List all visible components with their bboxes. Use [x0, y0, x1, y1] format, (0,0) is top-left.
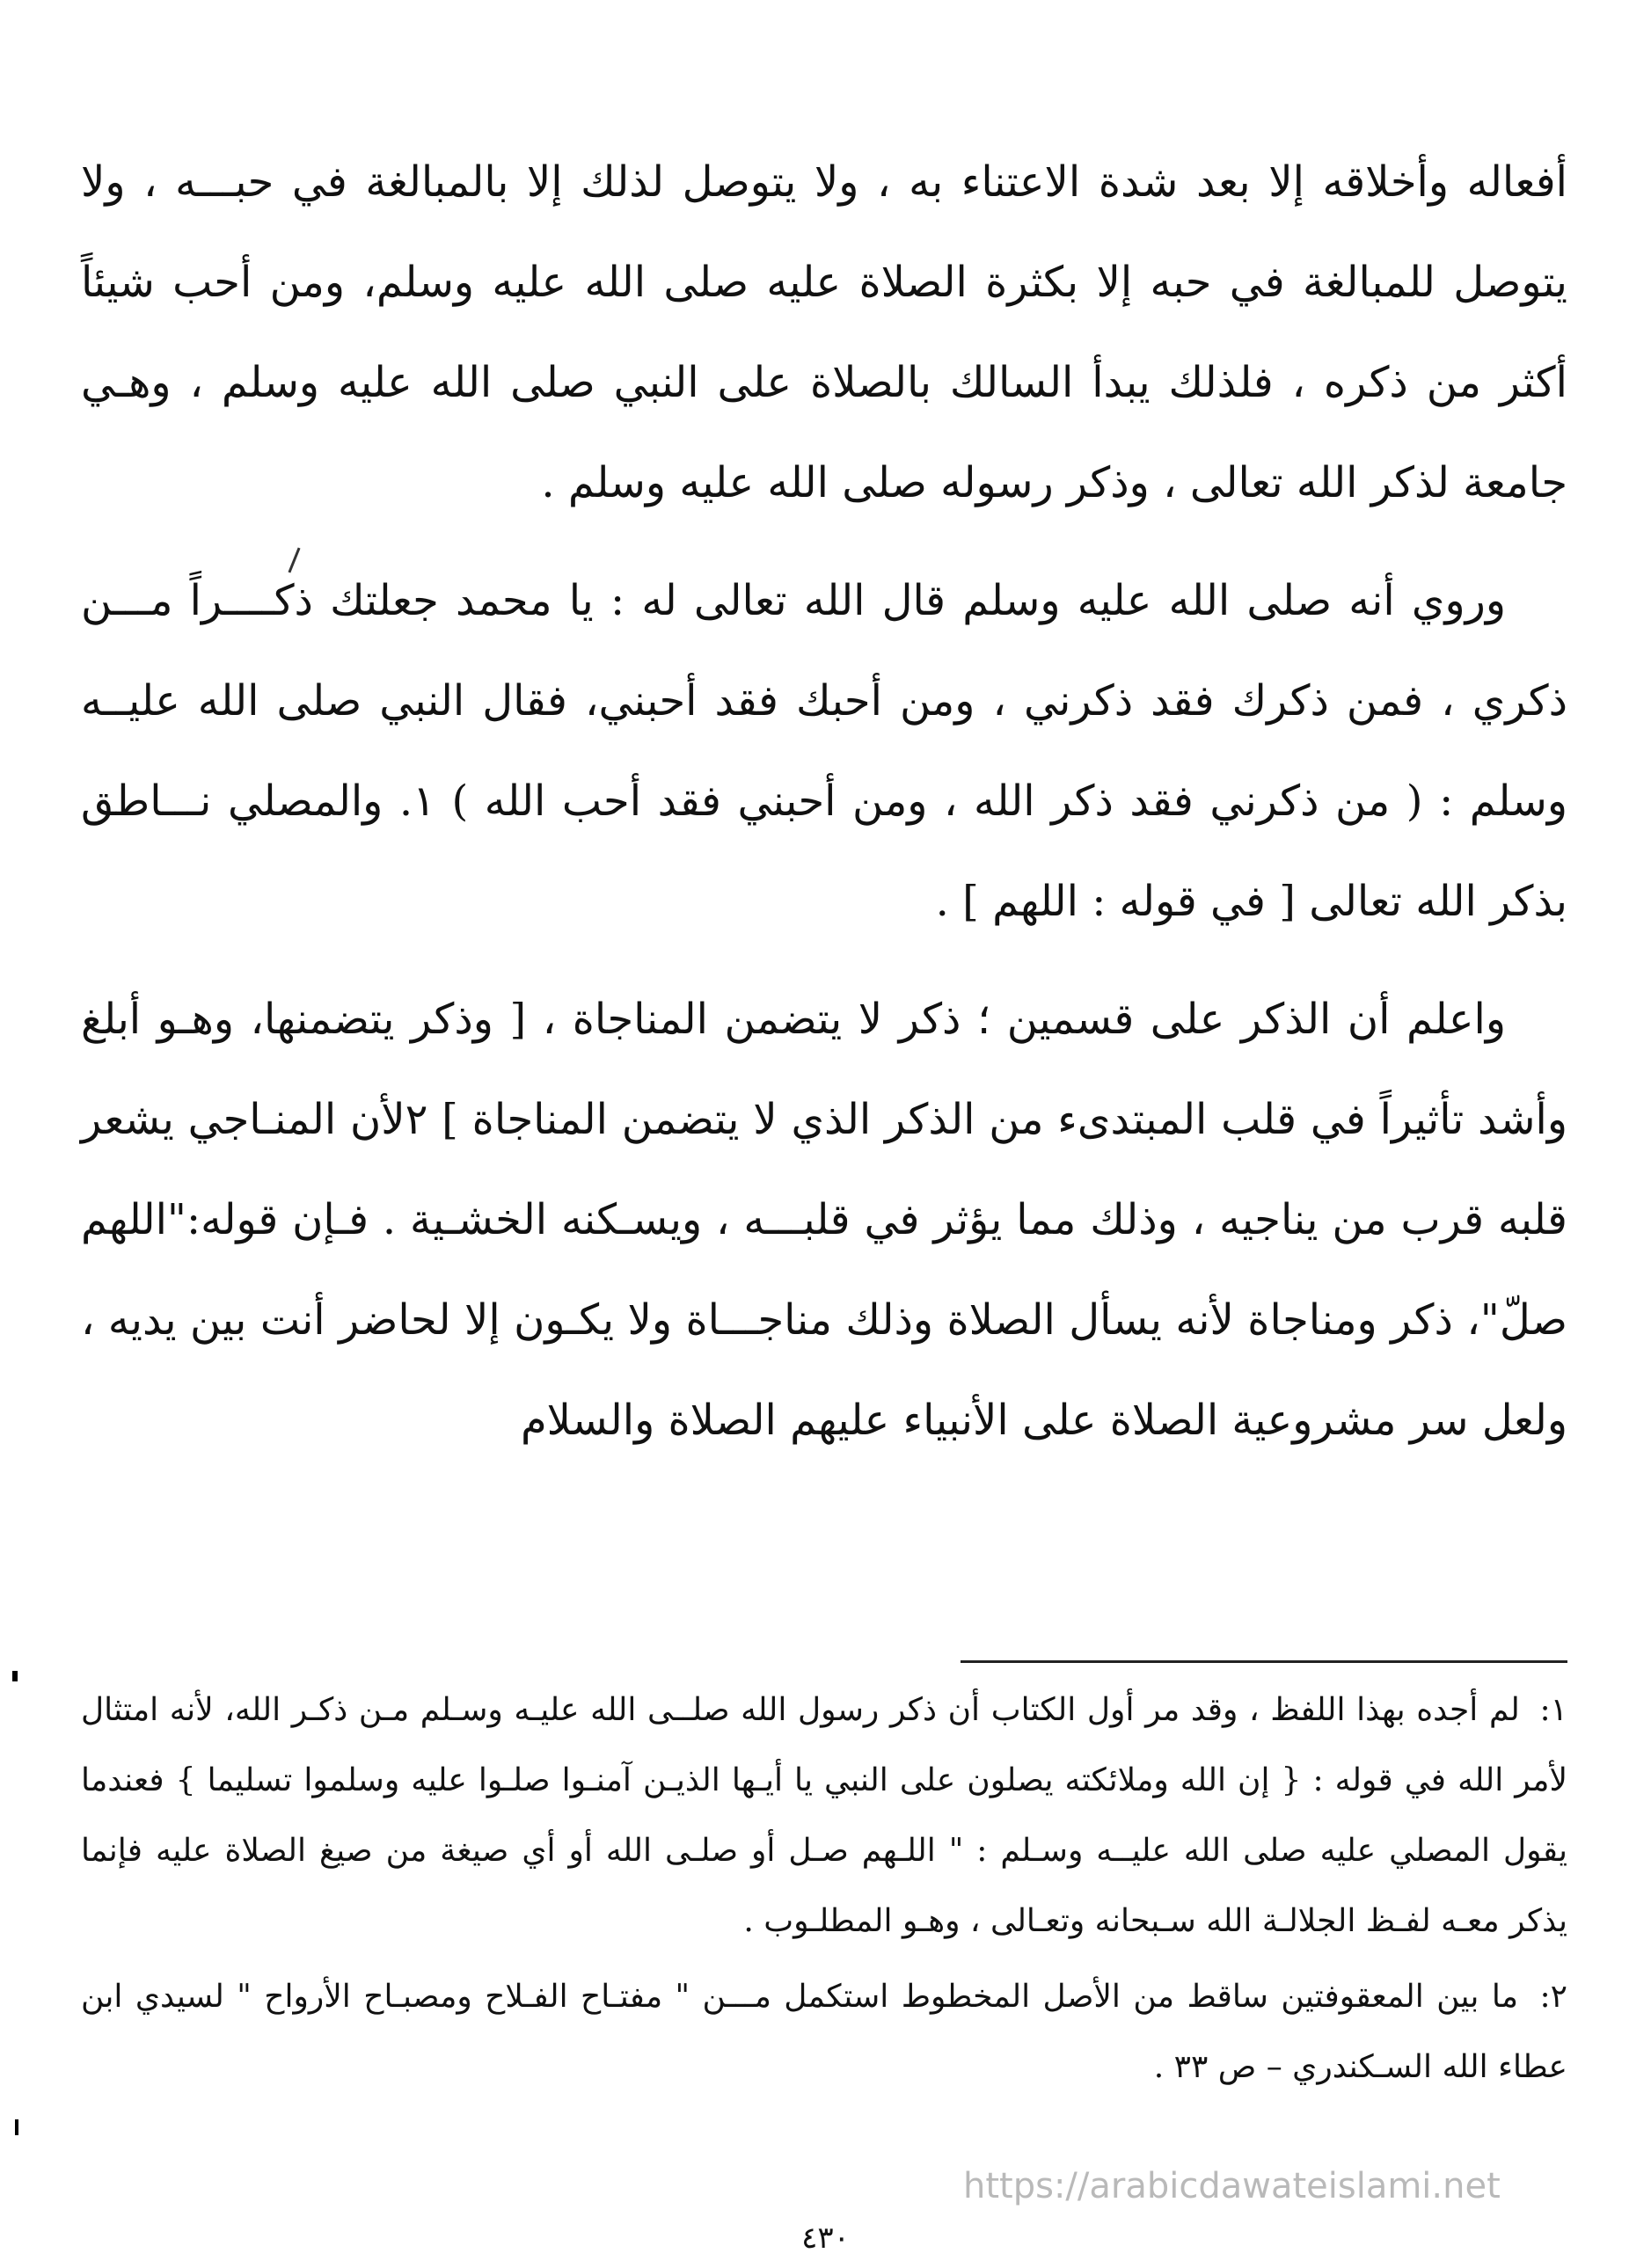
footnote-text: لم أجده بهذا اللفظ ، وقد مر أول الكتاب أن ذكر رسول الله صلــى الله عليـه وسـلم مـن ذكـر الله، لأنه امتثال لأمر الله في قوله : { إن الله وملائكته يصلون على النبي يا أيـها الذيـن آمنـوا صلـوا عليه وسلموا تسليما } فعندما يقول المصلي عليه صلى الله عليــه وسـلم : " اللـهم صـل أو صلـى الله أو أي صيغة من صيغ الصلاة عليه فإنما يذكر معـه لفـظ الجلالـة الله سـبحانه وتعـالى ، وهـو المطلـوب . [81, 1692, 1567, 1939]
scan-speck [15, 2119, 18, 2135]
paragraph: أفعاله وأخلاقه إلا بعد شدة الاعتناء به ، ولا يتوصل لذلك إلا بالمبالغة في حبـــه ، ولا يتوصل للمبالغة في حبه إلا بكثرة الصلاة عليه صلى الله عليه وسلم، ومن أحب شيئاً أكثر من ذكره ، فلذلك يبدأ السالك بالصلاة على النبي صلى الله عليه وسلم ، وهـي جامعة لذكر الله تعالى ، وذكر رسوله صلى الله عليه وسلم . [81, 157, 1567, 507]
watermark-url: https://arabicdawateislami.net [963, 2166, 1501, 2206]
footnote-number: ١: [1539, 1692, 1567, 1728]
footnote-separator [961, 1660, 1567, 1663]
main-text [81, 132, 1567, 1488]
paragraph: واعلم أن الذكر على قسمين ؛ ذكر لا يتضمن المناجاة ، [ وذكر يتضمنها، وهـو أبلغ وأشد تأثيراً في قلب المبتدىء من الذكر الذي لا يتضمن المناجاة ] ٢لأن المنـاجي يشعر قلبه قرب من يناجيه ، وذلك مما يؤثر في قلبـــه ، ويسـكنه الخشـية . فـإن قوله:"اللهم صلّ"، ذكر ومناجاة لأنه يسأل الصلاة وذلك مناجـــاة ولا يكـون إلا لحاضر أنت بين يديه ، ولعل سر مشروعية الصلاة على الأنبياء عليهم الصلاة والسلام [81, 995, 1568, 1445]
page-number: ٤٣٠ [801, 2221, 850, 2256]
paragraph: وروي أنه صلى الله عليه وسلم قال الله تعالى له : يا محمد جعلتك ذكــــراً مـــن ذكري ، فمن ذكرك فقد ذكرني ، ومن أحبك فقد أحبني، فقال النبي صلى الله عليــه وسلم : ( من ذكرني فقد ذكر الله ، ومن أحبني فقد أحب الله ) ١. والمصلي نـــاطق بذكر الله تعالى [ في قوله : اللهم ] . [81, 576, 1568, 926]
footnote [81, 1675, 1567, 1957]
scan-speck [12, 1671, 18, 1681]
footnote-number: ٢: [1539, 1979, 1567, 2015]
footnote-text: ما بين المعقوفتين ساقط من الأصل المخطوط استكمل مـــن " مفتـاح الفـلاح ومصبـاح الأرواح " لسيدي ابن عطاء الله السـكندري – ص ٣٣ . [81, 1979, 1567, 2085]
footnotes [81, 1675, 1567, 2108]
footnote [81, 1962, 1567, 2103]
